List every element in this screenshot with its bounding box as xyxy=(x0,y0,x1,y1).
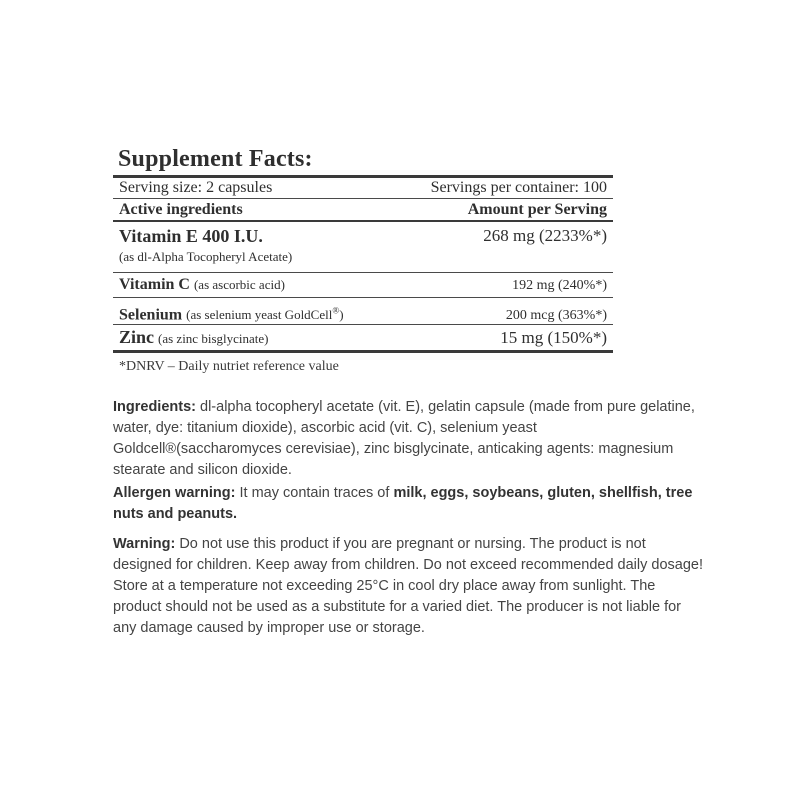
allergen-list: milk, eggs, soybeans, gluten, shellfish, tree nuts and peanuts. xyxy=(113,485,693,522)
registered-mark: ® xyxy=(332,306,340,316)
ingredients-paragraph xyxy=(113,397,703,481)
ingredient-source: (as ascorbic acid) xyxy=(193,277,285,292)
column-header-amount: Amount per Serving xyxy=(467,201,607,218)
ingredient-source: (as selenium yeast GoldCell®) xyxy=(186,306,344,323)
table-row xyxy=(113,298,613,325)
ingredients-text: dl-alpha tocopheryl acetate (vit. E), gelatin capsule (made from pure gelatine, water, dye: titanium dioxide), ascorbic acid (vit. C), selenium yeast Goldcell®(saccharomyces cerevisiae), zinc bisglycinate, anticaking agents: magnesium stearate and silicon dioxide. xyxy=(113,399,695,478)
facts-title: Supplement Facts: xyxy=(118,146,313,172)
ingredient-amount: 192 mg (240%*) xyxy=(512,278,607,293)
warning-label: Warning: xyxy=(113,536,176,552)
ingredient-amount: 200 mcg (363%*) xyxy=(505,308,607,324)
ingredient-name: Selenium xyxy=(119,306,183,324)
allergen-text: It may contain traces of xyxy=(235,485,394,501)
ingredient-amount: 15 mg (150%*) xyxy=(500,328,607,347)
ingredient-source: (as zinc bisglycinate) xyxy=(158,331,269,346)
supplement-facts-panel xyxy=(113,143,613,375)
ingredient-name: Zinc xyxy=(119,327,155,347)
table-row xyxy=(113,325,613,350)
ingredient-name: Vitamin C xyxy=(119,276,190,293)
allergen-paragraph xyxy=(113,483,703,525)
serving-size: Serving size: 2 capsules xyxy=(119,179,273,196)
warning-paragraph xyxy=(113,534,703,639)
ingredients-label: Ingredients: xyxy=(113,399,196,415)
warning-text: Do not use this product if you are pregnant or nursing. The product is not designed for children. Keep away from children. Do not exceed recommended daily dosage! Store at a temperature not exceeding 25°C in cool dry place away from sunlight. The product should not be used as a substitute for a varied diet. The producer is not liable for any damage caused by improper use or storage. xyxy=(113,536,704,636)
column-header-ingredients: Active ingredients xyxy=(119,201,243,218)
ingredient-amount: 268 mg (2233%*) xyxy=(483,226,607,245)
table-row xyxy=(113,273,613,298)
servings-per-container: Servings per container: 100 xyxy=(430,179,607,196)
table-row xyxy=(113,222,613,273)
ingredient-source: (as dl-Alpha Tocopheryl Acetate) xyxy=(119,249,293,264)
dnrv-footnote: *DNRV – Daily nutriet reference value xyxy=(119,359,339,374)
ingredient-name: Vitamin E 400 I.U. xyxy=(119,226,263,246)
allergen-label: Allergen warning: xyxy=(113,485,236,501)
serving-row xyxy=(113,178,613,199)
facts-table xyxy=(113,175,613,353)
table-header-row xyxy=(113,199,613,222)
